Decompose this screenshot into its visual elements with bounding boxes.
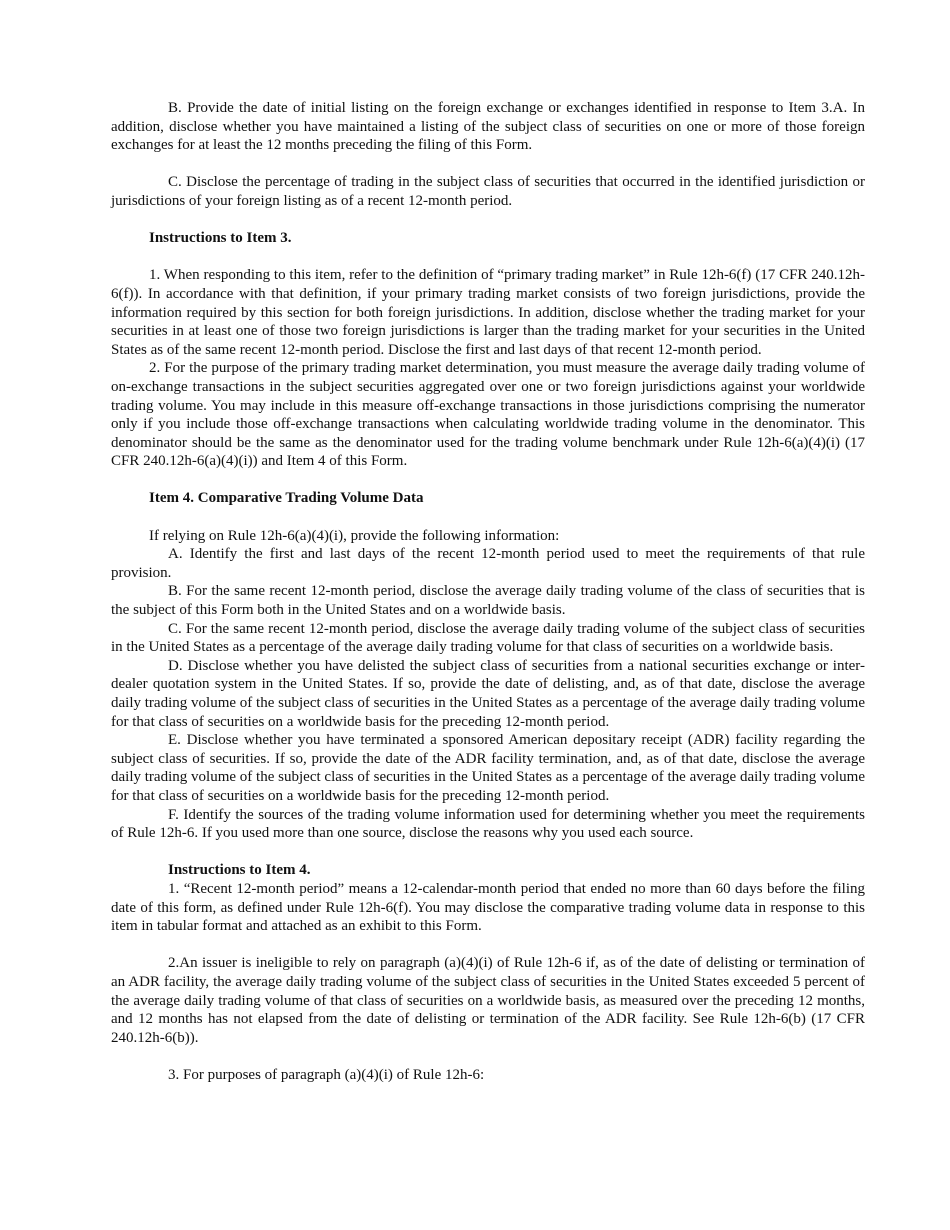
item4-paragraph-e: E. Disclose whether you have terminated a sponsored American depositary receipt (ADR) facility regarding the subject class of securities. If so, provide the date of the ADR facility termination, and, as of that date, disclose the average daily trading volume of the subject class of securities in the United States as a percentage of the average daily trading volume for that class of securities on a worldwide basis for the preceding 12-month period. (111, 732, 865, 804)
item4-paragraph-c: C. For the same recent 12-month period, disclose the average daily trading volume of the subject class of securities in the United States as a percentage of the average daily trading volume for that class of securities on a worldwide basis. (111, 620, 865, 656)
item4-instructions-heading: Instructions to Item 4. (168, 862, 311, 879)
item4-intro: If relying on Rule 12h-6(a)(4)(i), provide the following information: (149, 527, 560, 544)
item4-paragraph-d: D. Disclose whether you have delisted the subject class of securities from a national securities exchange or inter-dealer quotation system in the United States. If so, provide the date of delisting, and, as of that date, disclose the average daily trading volume of the subject class of securities in the United States as a percentage of the average daily trading volume for that class of securities on a worldwide basis for the preceding 12-month period. (111, 657, 865, 730)
item3-paragraph-b: B. Provide the date of initial listing on the foreign exchange or exchanges identified in response to Item 3.A. In addition, disclose whether you have maintained a listing of the subject class of securities on one or more of those foreign exchanges for at least the 12 months preceding the filing of this Form. (111, 100, 865, 154)
item3-instructions-heading: Instructions to Item 3. (149, 230, 292, 247)
item4-paragraph-b: B. For the same recent 12-month period, disclose the average daily trading volume of the class of securities that is the subject of this Form both in the United States and on a worldwide basis. (111, 583, 865, 619)
document-page (111, 99, 865, 1084)
item3-instruction-1: 1. When responding to this item, refer to the definition of “primary trading market” in Rule 12h-6(f) (17 CFR 240.12h-6(f)). In accordance with that definition, if your primary trading market consists of two foreign jurisdictions, provide the information required by this section for both foreign jurisdictions. In addition, disclose whether the trading market for your securities in at least one of those two foreign jurisdictions is larger than the trading market for your securities in the United States as of the same recent 12-month period. Disclose the first and last days of that recent 12-month period. (111, 267, 865, 358)
item4-instruction-2: 2.An issuer is ineligible to rely on paragraph (a)(4)(i) of Rule 12h-6 if, as of the date of delisting or termination of an ADR facility, the average daily trading volume of the subject class of securities in the United States exceeded 5 percent of the average daily trading volume of that class of securities on a worldwide basis, as measured over the preceding 12 months, and 12 months has not elapsed from the date of delisting or termination of the ADR facility. See Rule 12h-6(b) (17 CFR 240.12h-6(b)). (111, 955, 865, 1046)
item4-instruction-1: 1. “Recent 12-month period” means a 12-calendar-month period that ended no more than 60 days before the filing date of this form, as defined under Rule 12h-6(f). You may disclose the comparative trading volume data in response to this item in tabular format and attached as an exhibit to this Form. (111, 880, 865, 935)
item4-heading: Item 4. Comparative Trading Volume Data (149, 490, 424, 507)
item3-instruction-2: 2. For the purpose of the primary trading market determination, you must measure the average daily trading volume of on-exchange transactions in the subject securities aggregated over one or two foreign jurisdictions against your worldwide trading volume. You may include in this measure off-exchange transactions in those jurisdictions comprising the numerator only if you include those off-exchange transactions when calculating worldwide trading volume in the denominator. This denominator should be the same as the denominator used for the trading volume benchmark under Rule 12h-6(a)(4)(i) (17 CFR 240.12h-6(a)(4)(i)) and Item 4 of this Form. (111, 360, 865, 470)
item4-paragraph-f: F. Identify the sources of the trading volume information used for determining whether you meet the requirements of Rule 12h-6. If you used more than one source, disclose the reasons why you used each source. (111, 806, 865, 842)
item3-paragraph-c: C. Disclose the percentage of trading in the subject class of securities that occurred in the identified jurisdiction or jurisdictions of your foreign listing as of a recent 12-month period. (111, 174, 865, 209)
item4-instruction-3: 3. For purposes of paragraph (a)(4)(i) of Rule 12h-6: (168, 1066, 485, 1083)
item4-paragraph-a: A. Identify the first and last days of the recent 12-month period used to meet the requirements of that rule provision. (111, 546, 865, 581)
